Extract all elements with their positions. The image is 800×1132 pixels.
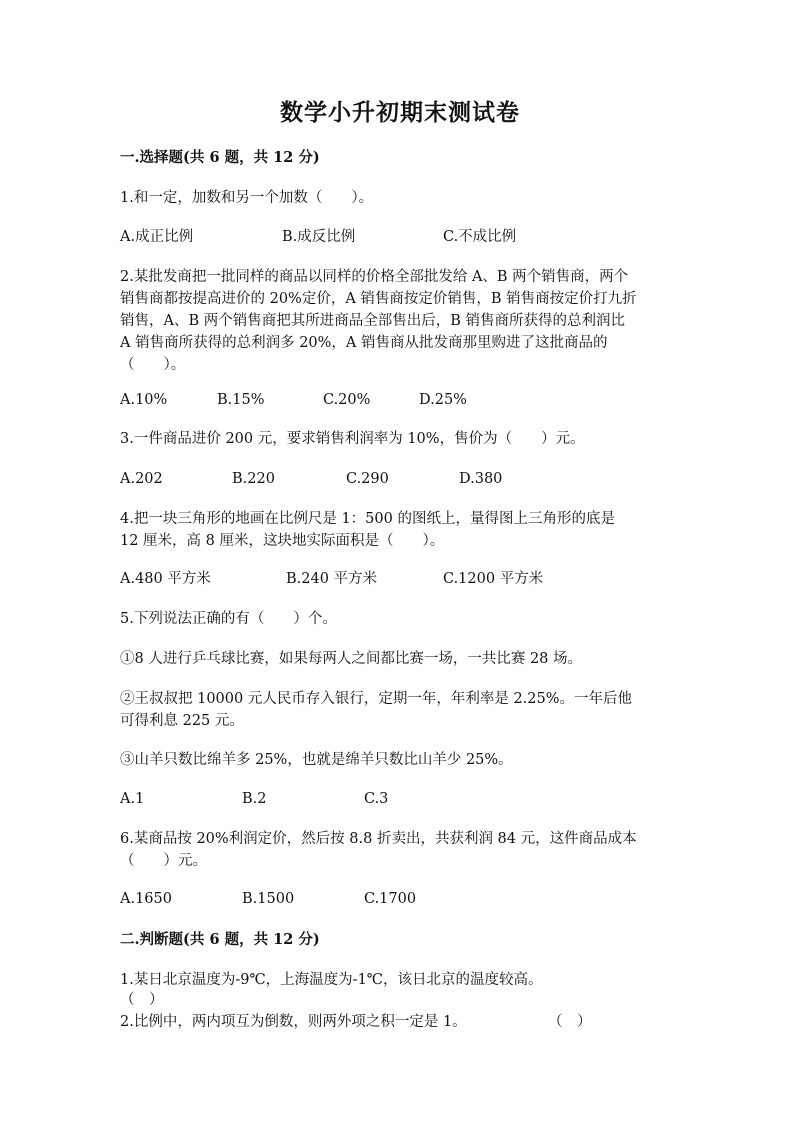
question-5-statement-3: ③山羊只数比绵羊多 25%，也就是绵羊只数比山羊少 25%。 bbox=[120, 752, 513, 768]
q4-option-b: B.240 平方米 bbox=[286, 571, 378, 587]
q5-option-a: A.1 bbox=[120, 791, 145, 807]
question-5-text: 5.下列说法正确的有（ ）个。 bbox=[120, 611, 337, 627]
section-heading-choice: 一.选择题(共 6 题，共 12 分) bbox=[120, 149, 320, 166]
q2-option-c: C.20% bbox=[323, 392, 371, 408]
question-3-text: 3.一件商品进价 200 元，要求销售利润率为 10%，售价为（ ）元。 bbox=[120, 431, 585, 447]
question-6-line-1: 6.某商品按 20%利润定价，然后按 8.8 折卖出，共获利润 84 元，这件商品成本 bbox=[120, 831, 637, 847]
question-2-line-1: 2.某批发商把一批同样的商品以同样的价格全部批发给 A、B 两个销售商，两个 bbox=[120, 269, 629, 285]
question-1-text: 1.和一定，加数和另一个加数（ ）。 bbox=[120, 190, 374, 206]
q5-option-b: B.2 bbox=[242, 791, 267, 807]
question-2-line-5: （ ）。 bbox=[120, 357, 186, 373]
q6-option-a: A.1650 bbox=[120, 891, 172, 907]
q3-option-c: C.290 bbox=[346, 471, 389, 487]
q1-option-a: A.成正比例 bbox=[120, 229, 194, 245]
q6-option-b: B.1500 bbox=[242, 891, 295, 907]
q2-option-a: A.10% bbox=[120, 392, 168, 408]
q4-option-a: A.480 平方米 bbox=[120, 571, 211, 587]
q2-option-b: B.15% bbox=[217, 392, 265, 408]
judgement-1-answer-blank: （ ） bbox=[120, 992, 164, 1008]
q4-option-c: C.1200 平方米 bbox=[443, 571, 544, 587]
question-4-line-1: 4.把一块三角形的地画在比例尺是 1：500 的图纸上，量得图上三角形的底是 bbox=[120, 511, 615, 527]
judgement-2-answer-blank: （ ） bbox=[548, 1014, 592, 1030]
question-2-line-3: 销售，A、B 两个销售商把其所进商品全部售出后，B 销售商所获得的总利润比 bbox=[120, 313, 625, 329]
question-6-line-2: （ ）元。 bbox=[120, 853, 207, 869]
question-4-line-2: 12 厘米，高 8 厘米，这块地实际面积是（ ）。 bbox=[120, 533, 445, 549]
q5-option-c: C.3 bbox=[364, 791, 389, 807]
question-2-line-2: 销售商都按提高进价的 20%定价，A 销售商按定价销售，B 销售商按定价打九折 bbox=[120, 291, 637, 307]
question-5-statement-2-line-1: ②王叔叔把 10000 元人民币存入银行，定期一年，年利率是 2.25%。一年后他 bbox=[120, 691, 633, 707]
q2-option-d: D.25% bbox=[419, 392, 467, 408]
q1-option-c: C.不成比例 bbox=[443, 229, 517, 245]
judgement-1-text: 1.某日北京温度为-9℃，上海温度为-1℃，该日北京的温度较高。 bbox=[120, 972, 543, 988]
question-2-line-4: A 销售商所获得的总利润多 20%，A 销售商从批发商那里购进了这批商品的 bbox=[120, 335, 608, 351]
judgement-2-text: 2.比例中，两内项互为倒数，则两外项之积一定是 1。 bbox=[120, 1014, 467, 1030]
question-5-statement-1: ①8 人进行乒乓球比赛，如果每两人之间都比赛一场，一共比赛 28 场。 bbox=[120, 651, 583, 667]
q1-option-b: B.成反比例 bbox=[282, 229, 356, 245]
exam-title: 数学小升初期末测试卷 bbox=[280, 99, 520, 126]
q3-option-b: B.220 bbox=[232, 471, 275, 487]
q3-option-d: D.380 bbox=[459, 471, 503, 487]
q3-option-a: A.202 bbox=[120, 471, 163, 487]
q6-option-c: C.1700 bbox=[364, 891, 417, 907]
question-5-statement-2-line-2: 可得利息 225 元。 bbox=[120, 713, 244, 729]
section-heading-judgement: 二.判断题(共 6 题，共 12 分) bbox=[120, 931, 320, 948]
